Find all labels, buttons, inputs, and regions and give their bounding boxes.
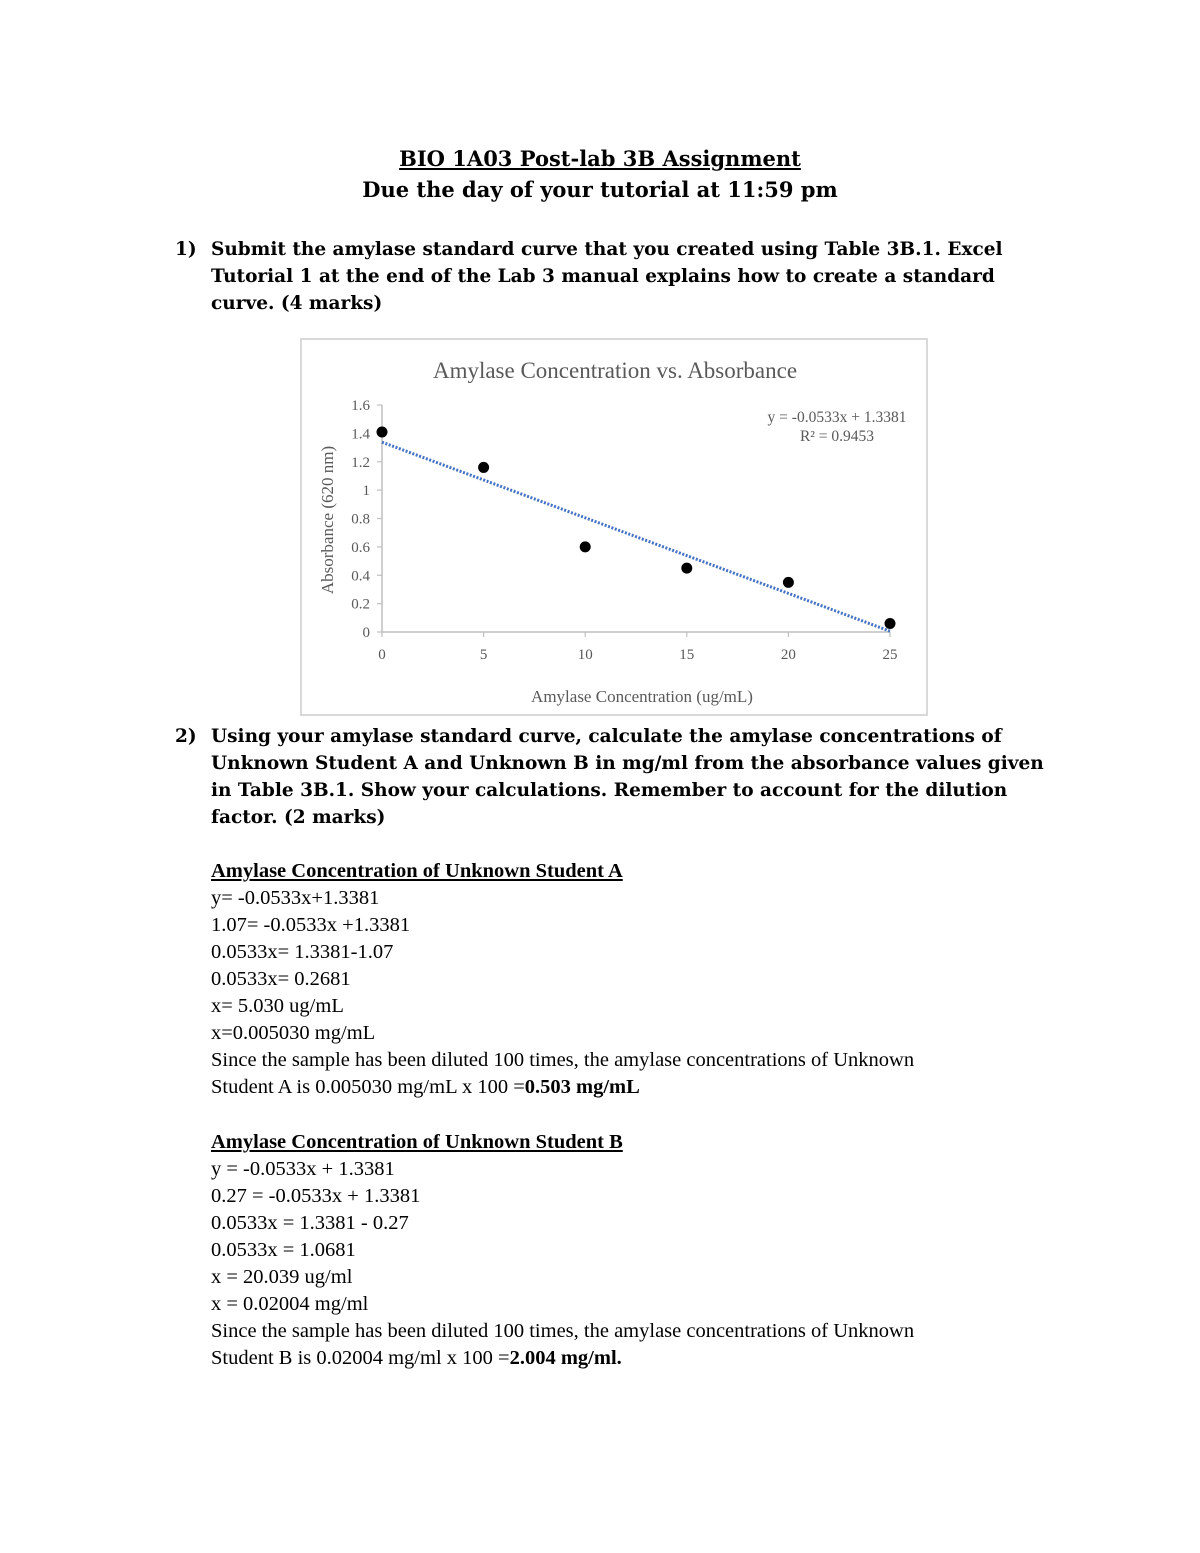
student-b-calculation: [211, 1129, 1071, 1372]
y-tick-label: 0: [362, 625, 370, 641]
trendline: [382, 442, 890, 631]
question-text: Using your amylase standard curve, calculate the amylase concentrations of Unknown Student A and Unknown B in mg/ml from the absorbance values given in Table 3B.1. Show your calculations. Remember to account for the dilution factor. (2 marks): [211, 726, 1044, 828]
x-tick-label: 10: [577, 647, 593, 663]
y-tick-label: 0.8: [351, 511, 370, 528]
conclusion-text: Student A is 0.005030 mg/mL x 100 =: [211, 1076, 525, 1098]
chart-canvas: [302, 340, 926, 714]
standard-curve-chart: [300, 338, 928, 716]
y-tick-label: 1: [362, 483, 370, 500]
data-point: [478, 462, 489, 473]
r-squared-label: R² = 0.9453: [799, 428, 875, 445]
trendline-equation: y = -0.0533x + 1.3381: [767, 409, 907, 426]
calc-line: 0.0533x = 1.3381 - 0.27: [211, 1212, 409, 1234]
y-axis-label: Absorbance (620 nm): [318, 445, 337, 595]
calc-line: y= -0.0533x+1.3381: [211, 887, 380, 909]
y-tick-label: 0.6: [351, 539, 370, 556]
student-a-heading: Amylase Concentration of Unknown Student A: [211, 860, 623, 882]
y-tick-label: 1.4: [351, 426, 370, 443]
assignment-title: BIO 1A03 Post-lab 3B Assignment: [399, 146, 801, 171]
calc-line: 0.27 = -0.0533x + 1.3381: [211, 1185, 421, 1207]
x-tick-label: 5: [479, 647, 488, 663]
x-axis-label: Amylase Concentration (ug/mL): [531, 687, 753, 706]
student-b-heading: Amylase Concentration of Unknown Student B: [211, 1131, 623, 1153]
chart-title: Amylase Concentration vs. Absorbance: [432, 358, 798, 383]
calc-line: x= 5.030 ug/mL: [211, 995, 344, 1017]
x-tick-label: 25: [882, 647, 898, 663]
calc-line: x=0.005030 mg/mL: [211, 1022, 376, 1044]
question-2: [175, 723, 1055, 831]
conclusion-line: [211, 1074, 1071, 1101]
calc-line: x = 0.02004 mg/ml: [211, 1293, 369, 1315]
student-a-result: 0.503 mg/mL: [524, 1076, 640, 1098]
conclusion-line: Since the sample has been diluted 100 times, the amylase concentrations of Unknown: [211, 1320, 915, 1342]
y-tick-label: 1.2: [351, 454, 370, 471]
calc-line: 1.07= -0.0533x +1.3381: [211, 914, 411, 936]
data-point: [885, 618, 896, 629]
question-1: [175, 236, 1055, 317]
conclusion-line: [211, 1345, 1071, 1372]
due-date: Due the day of your tutorial at 11:59 pm: [362, 177, 838, 202]
x-tick-label: 20: [780, 647, 796, 663]
calc-line: 0.0533x= 1.3381-1.07: [211, 941, 394, 963]
calc-line: 0.0533x = 1.0681: [211, 1239, 356, 1261]
calc-line: y = -0.0533x + 1.3381: [211, 1158, 395, 1180]
y-tick-label: 0.4: [351, 568, 370, 585]
calc-line: 0.0533x= 0.2681: [211, 968, 351, 990]
conclusion-line: Since the sample has been diluted 100 times, the amylase concentrations of Unknown: [211, 1049, 915, 1071]
y-tick-label: 0.2: [351, 596, 370, 613]
question-text: Submit the amylase standard curve that you created using Table 3B.1. Excel Tutorial 1 at the end of the Lab 3 manual explains how to create a standard curve. (4 marks): [211, 239, 1003, 314]
question-number: 1): [175, 239, 197, 260]
data-point: [580, 541, 591, 552]
x-tick-label: 15: [679, 647, 695, 663]
student-a-calculation: [211, 858, 1071, 1101]
x-tick-label: 0: [378, 647, 386, 663]
question-number: 2): [175, 726, 197, 747]
student-b-result: 2.004 mg/ml.: [509, 1347, 622, 1369]
data-point: [783, 577, 794, 588]
calc-line: x = 20.039 ug/ml: [211, 1266, 353, 1288]
conclusion-text: Student B is 0.02004 mg/ml x 100 =: [211, 1347, 510, 1369]
y-tick-label: 1.6: [351, 398, 370, 414]
data-point: [681, 563, 692, 574]
data-point: [377, 426, 388, 437]
